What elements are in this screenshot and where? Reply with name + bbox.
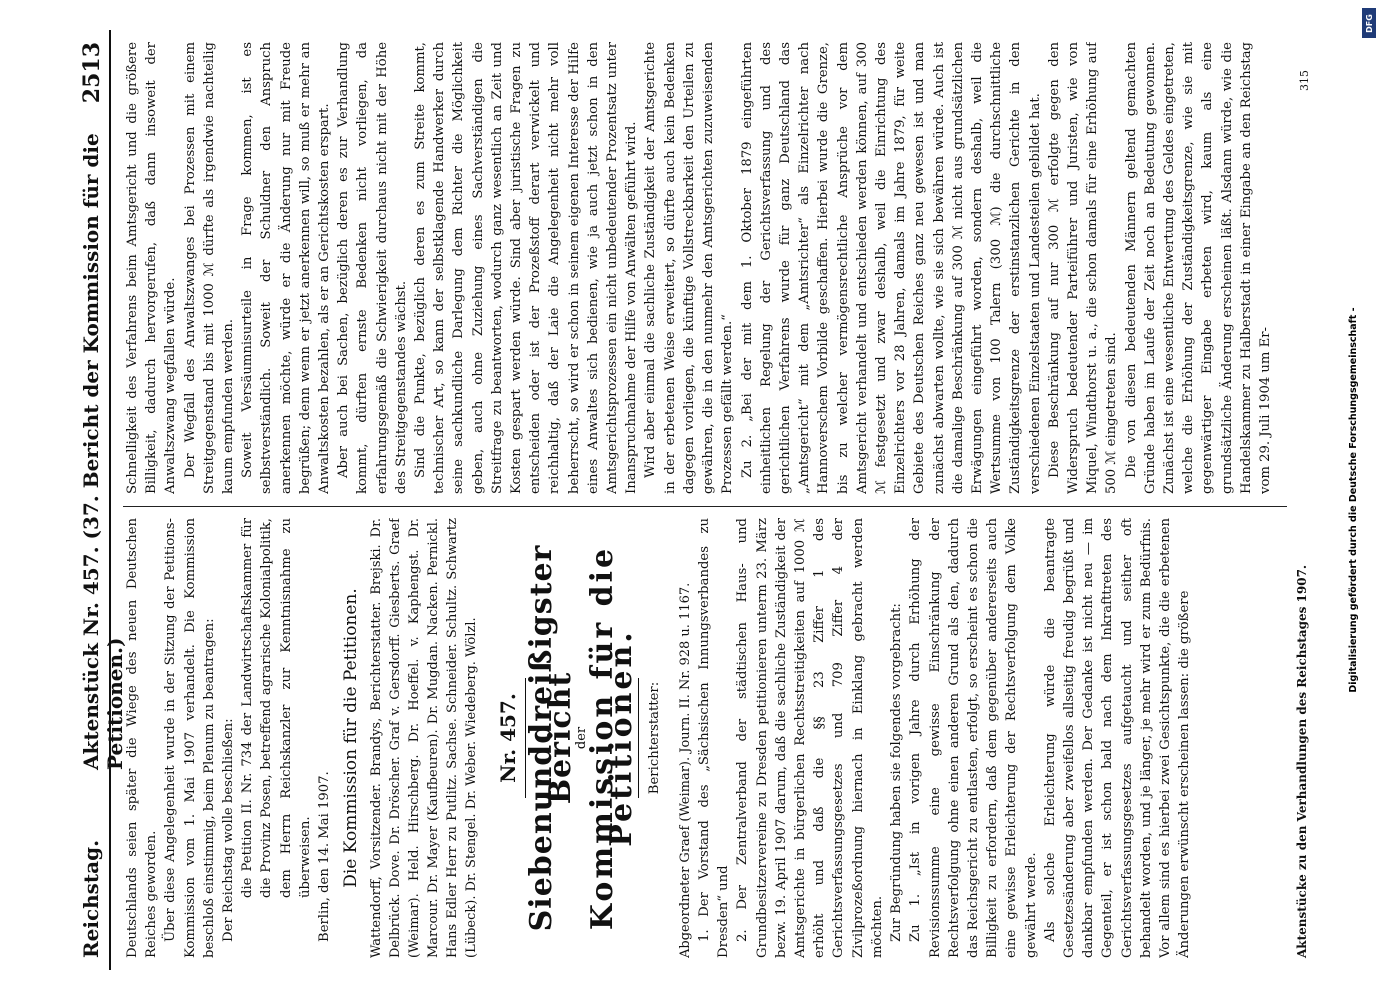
report-title: Siebenunddreißigster Bericht <box>523 544 578 932</box>
header-page-number: 2513 <box>78 42 105 104</box>
member-list: Wattendorff, Vorsitzender. Brandys, Berichterstatter. Brejski. Dr. Delbrück. Dove. Dr. Dröscher. Graf v. Gersdorff. Giesberts. Graef (Weimar). Held. Hirschberg. Dr. Hoeffel. v. Kaphengst. Dr. Marcour. Dr. Mayer (Kaufbeuren). Dr. Mugdan. Nacken. Pernickl. Hans Edler Herr zu Putlitz. Sachse. Schneider. Schultz. Schwartz (Lübeck). Dr. Stengel. Dr. Weber. Wiedeberg. Wölzl. <box>368 518 479 958</box>
left-column <box>123 518 1287 958</box>
paragraph: Als solche Erleichterung würde die beantragte Gesetzesänderung aber zweifellos allseitig freudig begrüßt und dankbar empfunden werden. Der Gedanke ist nicht neu — im Gegenteil, er ist schon bald nach dem Inkrafttreten des Gerichtsverfassungsgesetzes aufgetaucht und seither oft behandelt worden, und je länger, je mehr wird er zum Bedürfnis. Vor allem sind es hierbei zwei Gesichtspunkte, die die erbetenen Änderungen erwünscht erscheinen lassen: die größere <box>1042 518 1192 958</box>
sheet-number: 315 <box>1297 70 1311 91</box>
digitization-credit: Digitalisierung gefördert durch die Deutsche Forschungsgemeinschaft - <box>1348 307 1359 693</box>
paragraph: Der Reichstag wolle beschließen: <box>220 718 236 942</box>
header-left: Reichstag. <box>78 839 103 958</box>
report-der: der <box>573 726 589 750</box>
commission-heading: Die Kommission für die Petitionen. <box>340 588 361 888</box>
motion-text: die Petition II. Nr. 734 der Landwirtschaftskammer für die Provinz Posen, betreffend agrarische Kolonialpolitik, dem Herrn Reichskanzler zur Kenntnisnahme zu überweisen. <box>239 518 313 898</box>
paragraph: Soweit Versäumnisurteile in Frage kommen, ist es selbstverständlich. Soweit der Schuldner den Anspruch anerkennen möchte, würde er die Änderung nur mit Freude begrüßen; denn wenn er jetzt anerkennen will, so muß er mehr an Anwaltskosten bezahlen, als er an Gerichtskosten erspart. <box>239 42 332 494</box>
paragraph: Schnelligkeit des Verfahrens beim Amtsgericht und die größere Billigkeit, dadurch hervorgerufen, daß dann insoweit der Anwaltszwang wegfallen würde. <box>124 42 178 494</box>
right-column <box>123 42 1287 494</box>
column-divider <box>123 506 1287 507</box>
document-number-heading: Nr. 457. <box>495 693 520 783</box>
report-subtitle: Kommission für die Petitionen. <box>584 545 639 931</box>
paragraph: Über diese Angelegenheit wurde in der Sitzung der Petitions-Kommission vom 1. Mai 1907 verhandelt. Die Kommission beschloß einstimmig, beim Plenum zu beantragen: <box>162 518 217 958</box>
date-line: Berlin, den 14. Mai 1907. <box>316 771 332 942</box>
paragraph: Der Wegfall des Anwaltszwanges bei Prozessen mit einem Streitgegenstand bis mit 1000 ℳ dürfte als irgendwie nachteilig kaum empfunden werden. <box>182 42 236 494</box>
reporter-label: Berichterstatter: <box>646 681 662 795</box>
paragraph: Diese Beschränkung auf nur 300 ℳ erfolgte gegen den Widerspruch bedeutender Parteiführer und Juristen, wie von Miquel, Windthorst u. a., die schon damals für eine Erhöhung auf 500 ℳ eingetreten sind. <box>1046 42 1119 494</box>
running-header <box>77 30 127 970</box>
paragraph: Zur Begründung haben sie folgendes vorgebracht: <box>888 603 904 942</box>
header-title: Aktenstück Nr. 457. (37. Bericht der Kommission für die Petitionen.) <box>78 133 127 770</box>
reporter-line: Abgeordneter Graef (Weimar). Journ. II. Nr. 928 u. 1167. <box>677 582 693 958</box>
paragraph: Aber auch bei Sachen, bezüglich deren es zur Verhandlung kommt, dürften ernste Bedenken nicht vorliegen, da erfahrungsgemäß die Schwierigkeit durchaus nicht mit der Höhe des Streitgegenstandes wächst. <box>335 42 409 494</box>
paragraph: Die von diesen bedeutenden Männern geltend gemachten Gründe haben im Laufe der Zeit noch an Bedeutung gewonnen. Zunächst ist eine wesentliche Entwertung des Geldes eingetreten, welche die Erhöhung der Zuständigkeitsgrenze, wie sie mit gegenwärtiger Eingabe erbeten wird, kaum als eine grundsätzliche Änderung erscheinen läßt. Alsdann würde, wie die Handelskammer zu Halberstadt in einer Eingabe an den Reichstag vom 29. Juli 1904 um Er- <box>1123 42 1273 494</box>
paragraph: 2. Der Zentralverband der städtischen Haus- und Grundbesitzervereine zu Dresden petitionieren unterm 23. März bezw. 19. April 1907 darum, daß die sachliche Zuständigkeit der Amtsgerichte in bürgerlichen Rechtsstreitigkeiten auf 1000 ℳ erhöht und daß die §§ 23 Ziffer 1 des Gerichtsverfassungsgesetzes und 709 Ziffer 4 der Zivilprozeßordnung hiernach in Einklang gebracht werden möchten. <box>734 518 885 958</box>
document-page <box>57 30 1327 970</box>
dfg-logo: DFG <box>1362 8 1376 38</box>
paragraph: Zu 2. „Bei der mit dem 1. Oktober 1879 eingeführten einheitlichen Regelung der Gerichtsverfassung und des gerichtlichen Verfahrens wurde für ganz Deutschland das „Amtsgericht“ mit dem „Amtsrichter“ als Einzelrichter nach Hannoverschem Vorbilde geschaffen. Hierbei wurde die Grenze, bis zu welcher vermögensrechtliche Ansprüche vor dem Amtsgericht verhandelt und entschieden werden können, auf 300 ℳ festgesetzt und zwar deshalb, weil die Einrichtung des Einzelrichters vor 28 Jahren, damals im Jahre 1879, für weite Gebiete des Deutschen Reiches ganz neu gewesen ist und man zunächst abwarten wollte, wie sie sich bewähren würde. Auch ist die damalige Beschränkung auf 300 ℳ nicht aus grundsätzlichen Erwägungen eingeführt worden, sondern deshalb, weil die Wertsumme von 100 Talern (300 ℳ) die durchschnittliche Zuständigkeitsgrenze der erstinstanzlichen Gerichte in den verschiedenen Einzelstaaten und Landesteilen gebildet hat. <box>739 42 1043 494</box>
paragraph: 1. Der Vorstand des „Sächsischen Innungsverbandes zu Dresden“ und <box>696 518 731 958</box>
paragraph: Wird aber einmal die sachliche Zuständigkeit der Amtsgerichte in der erbetenen Weise erweitert, so dürfte auch kein Bedenken dagegen vorliegen, die künftige Vollstreckbarkeit den Urteilen zu gewähren, die in den nunmehr den Amtsgerichten zuzuweisenden Prozessen gefällt werden.“ <box>642 42 735 494</box>
paragraph: Deutschlands seien später die Wiege des neuen Deutschen Reiches geworden. <box>124 518 159 958</box>
paragraph: Sind die Punkte, bezüglich deren es zum Streite kommt, technischer Art, so kann der selbstklagende Handwerker durch seine sachkundliche Darlegung dem Richter die Möglichkeit geben, auch ohne Zuziehung eines Sachverständigen die Streitfrage zu beantworten, wodurch ganz wesentlich an Zeit und Kosten gespart werden würde. Sind aber juristische Fragen zu entscheiden oder ist der Prozeßstoff derart verwickelt und reichhaltig, daß der Laie die Angelegenheit nicht mehr voll beherrscht, so wird er schon in seinem eigenen Interesse der Hilfe eines Anwaltes sich bedienen, wie ja auch jetzt schon in den Amtsgerichtsprozessen ein nicht unbedeutender Prozentsatz unter Inanspruchnahme der Hilfe von Anwälten geführt wird. <box>412 42 639 494</box>
paragraph: Zu 1. „Ist in vorigen Jahre durch Erhöhung der Revisionssumme eine gewisse Einschränkung der Rechtsverfolgung ohne einen anderen Grund als den, dadurch das Reichsgericht zu entlasten, erfolgt, so erscheint es schon die Billigkeit zu erfordern, daß dem gegenüber andererseits auch eine gewisse Erleichterung der Rechtsverfolgung dem Volke gewährt werde. <box>907 518 1039 958</box>
footnote: Aktenstücke zu den Verhandlungen des Reichstages 1907. <box>1294 564 1309 958</box>
